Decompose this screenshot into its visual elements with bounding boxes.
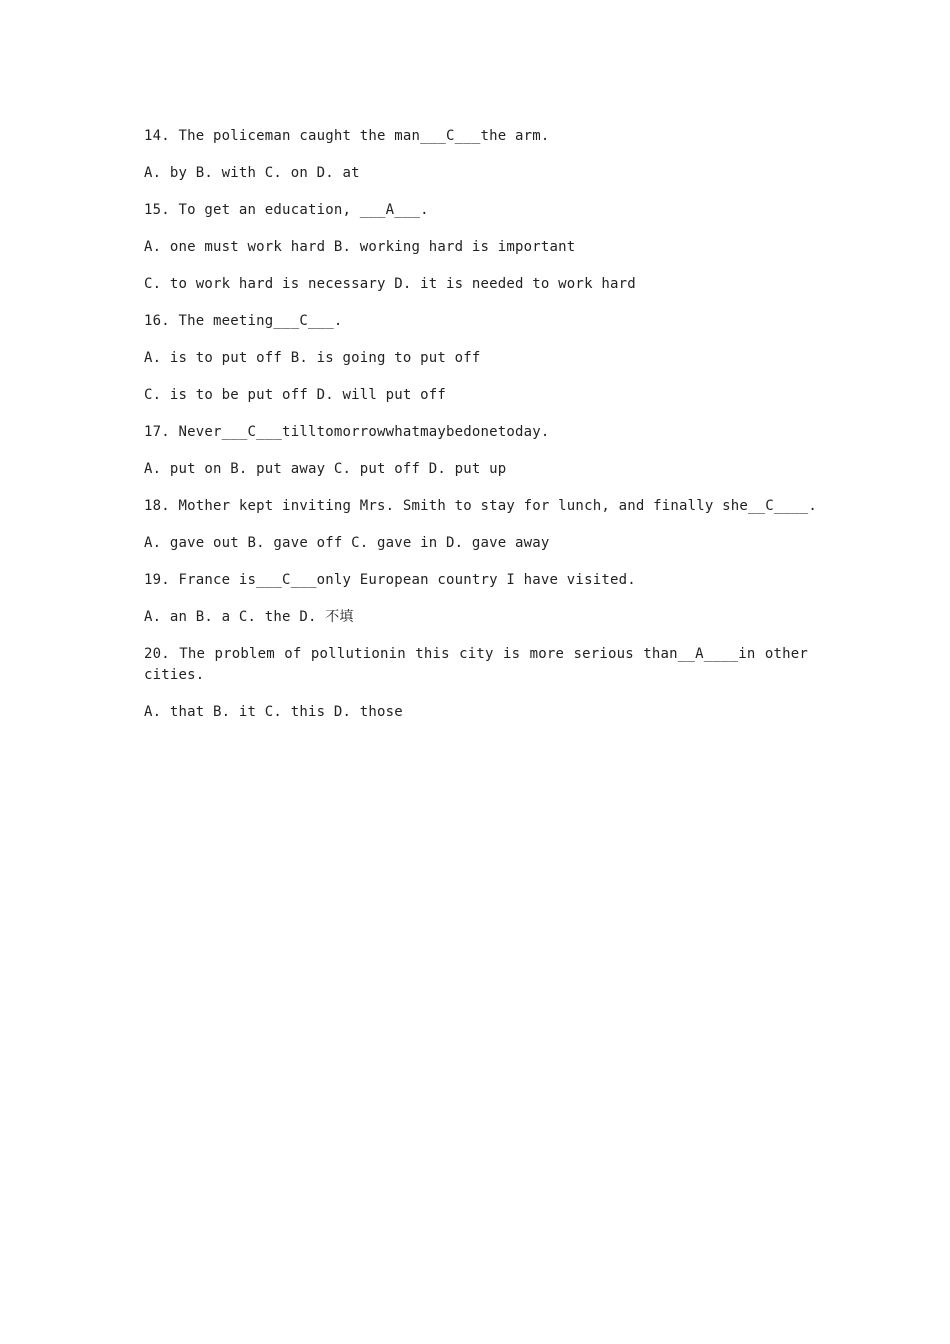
options-15-ab: A. one must work hard B. working hard is important (144, 238, 576, 255)
question-14: 14. The policeman caught the man___C___the arm. (144, 128, 550, 144)
options-17: A. put on B. put away C. put off D. put up (144, 460, 507, 477)
options-18: A. gave out B. gave off C. gave in D. gave away (144, 534, 550, 551)
options-14: A. by B. with C. on D. at (144, 164, 360, 181)
question-16: 16. The meeting___C___. (144, 312, 343, 329)
options-15-cd: C. to work hard is necessary D. it is needed to work hard (144, 275, 636, 292)
question-15: 15. To get an education, ___A___. (144, 201, 429, 218)
document-page (144, 126, 818, 739)
question-19: 19. France is___C___only European country I have visited. (144, 571, 636, 588)
options-19: A. an B. a C. the D. 不填 (144, 608, 354, 625)
question-18: 18. Mother kept inviting Mrs. Smith to stay for lunch, and finally she__C____. (144, 497, 818, 514)
options-16-cd: C. is to be put off D. will put off (144, 386, 447, 403)
question-17: 17. Never___C___tilltomorrowwhatmaybedonetoday. (144, 423, 550, 440)
options-16-ab: A. is to put off B. is going to put off (144, 349, 481, 366)
question-20: 20. The problem of pollutionin this city is more serious than__A____in other cities. (144, 645, 808, 683)
options-20: A. that B. it C. this D. those (144, 703, 403, 720)
